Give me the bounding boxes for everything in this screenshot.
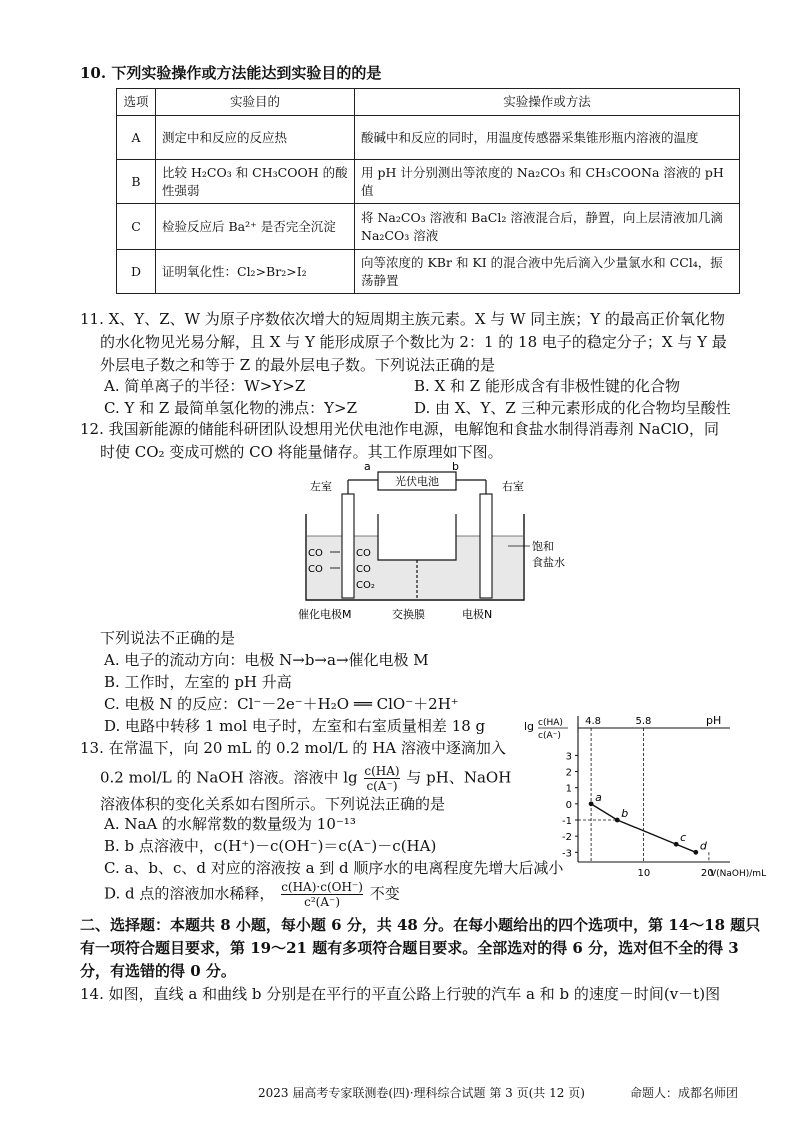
y-tick-label: 0: [565, 799, 572, 811]
q12-option-b: B. 工作时，左室的 pH 升高: [104, 673, 292, 691]
x-tick-label: 20: [700, 868, 714, 879]
table-row: [117, 116, 740, 160]
q12-ask: 下列说法不正确的是: [100, 629, 236, 647]
right-room-label: 右室: [502, 480, 524, 493]
terminal-a-label: a: [364, 460, 371, 473]
y-label-num: c(HA): [538, 718, 563, 728]
co2-label: CO₂: [356, 580, 375, 591]
section2-line-2: 有一项符合题目要求，第 19～21 题有多项符合题目要求。全部选对的得 6 分，选对但不全的得 3: [80, 939, 739, 957]
q12-option-d: D. 电路中转移 1 mol 电子时，左室和右室质量相差 18 g: [104, 717, 486, 735]
co-label-2: CO: [308, 564, 323, 575]
y-tick-label: 3: [565, 751, 572, 763]
q14-line-1: 14. 如图，直线 a 和曲线 b 分别是在平行的平直公路上行驶的汽车 a 和 b 的速度－时间(v－t)图: [80, 985, 721, 1003]
row-goal: 检验反应后 Ba²⁺ 是否完全沉淀: [156, 204, 355, 250]
data-point-label-b: b: [621, 807, 629, 820]
table-row: [117, 250, 740, 294]
q11-option-d: D. 由 X、Y、Z 三种元素形成的化合物均呈酸性: [414, 399, 731, 417]
y-tick-label: 1: [565, 783, 572, 795]
data-point-c: [674, 842, 679, 847]
ph-tick-5-8: 5.8: [635, 716, 652, 727]
co-label-3: CO: [356, 548, 371, 559]
data-point-label-d: d: [699, 839, 707, 853]
row-goal: 测定中和反应的反应热: [156, 116, 355, 160]
y-label-prefix: lg: [524, 720, 535, 733]
q13-fraction: [364, 764, 399, 793]
row-method: 将 Na₂CO₃ 溶液和 BaCl₂ 溶液混合后，静置，向上层清液加几滴 Na₂CO₃ 溶液: [355, 204, 740, 250]
q13-option-d-end: 不变: [369, 884, 400, 903]
membrane-label: 交换膜: [392, 608, 425, 621]
q12-option-c: C. 电极 N 的反应：Cl⁻－2e⁻＋H₂O ══ ClO⁻＋2H⁺: [104, 695, 459, 713]
q13-fraction-den: c(A⁻): [366, 779, 398, 793]
data-point-label-c: c: [680, 831, 687, 845]
pv-battery-label: 光伏电池: [395, 475, 439, 488]
x-tick-label: 10: [637, 868, 651, 879]
y-tick-label: -2: [562, 832, 572, 844]
q13-line-3: 溶液体积的变化关系如右图所示。下列说法正确的是: [100, 795, 446, 813]
row-option: D: [117, 250, 156, 294]
electrolysis-diagram: [296, 460, 586, 628]
brine-label-2: 食盐水: [532, 556, 565, 569]
table-header-row: [117, 89, 740, 116]
y-tick-label: 2: [565, 767, 572, 779]
co-label-1: CO: [308, 548, 323, 559]
divider: [378, 514, 456, 560]
q12-line-2: 时使 CO₂ 变成可燃的 CO 将能量储存。其工作原理如下图。: [100, 443, 503, 461]
q13-option-d-den: c²(A⁻): [304, 895, 341, 909]
y-tick-label: -3: [562, 848, 572, 860]
row-method: 酸碱中和反应的同时，用温度传感器采集锥形瓶内溶液的温度: [355, 116, 740, 160]
row-option: B: [117, 160, 156, 204]
q13-line-2-start: 0.2 mol/L 的 NaOH 溶液。溶液中 lg: [100, 768, 358, 787]
q13-option-b: B. b 点溶液中，c(H⁺)－c(OH⁻)＝c(A⁻)－c(HA): [104, 837, 437, 855]
electrode-n: [480, 494, 492, 598]
ph-tick-4-8: 4.8: [585, 716, 601, 727]
q13-option-d-num: c(HA)·c(OH⁻): [281, 880, 363, 894]
q13-option-d: [104, 880, 400, 909]
header-method: 实验操作或方法: [355, 89, 740, 116]
q13-fraction-num: c(HA): [364, 764, 400, 778]
q12-option-a: A. 电子的流动方向：电极 N→b→a→催化电极 M: [104, 651, 429, 669]
q10-stem: 10. 下列实验操作或方法能达到实验目的的是: [80, 64, 382, 82]
co-label-4: CO: [356, 564, 371, 575]
q11-line-1: 11. X、Y、Z、W 为原子序数依次增大的短周期主族元素。X 与 W 同主族；Y 的最高正价氧化物: [80, 310, 725, 328]
row-option: C: [117, 204, 156, 250]
q10-table: [116, 88, 740, 294]
data-point-label-a: a: [595, 790, 602, 804]
q13-line-1: 13. 在常温下，向 20 mL 的 0.2 mol/L 的 HA 溶液中逐滴加入: [80, 739, 506, 757]
row-method: 向等浓度的 KBr 和 KI 的混合液中先后滴入少量氯水和 CCl₄，振荡静置: [355, 250, 740, 294]
q11-line-3: 外层电子数之和等于 Z 的最外层电子数。下列说法正确的是: [100, 356, 495, 374]
q13-line-2-end: 与 pH、NaOH: [406, 768, 512, 787]
q11-option-c: C. Y 和 Z 最简单氢化物的沸点：Y>Z: [104, 399, 358, 417]
q13-option-d-start: D. d 点的溶液加水稀释，: [104, 884, 275, 903]
section2-line-1: 二、选择题：本题共 8 小题，每小题 6 分，共 48 分。在每小题给出的四个选项中，第 14～18 题只: [80, 916, 761, 934]
table-row: [117, 204, 740, 250]
row-goal: 证明氧化性：Cl₂>Br₂>I₂: [156, 250, 355, 294]
data-point-d: [693, 850, 698, 855]
header-goal: 实验目的: [156, 89, 355, 116]
brine-label-1: 饱和: [532, 540, 554, 553]
footer-page-info: 2023 届高考专家联测卷(四)·理科综合试题 第 3 页(共 12 页): [258, 1086, 585, 1100]
terminal-b-label: b: [452, 460, 459, 473]
row-goal: 比较 H₂CO₃ 和 CH₃COOH 的酸性强弱: [156, 160, 355, 204]
q11-option-a: A. 简单离子的半径：W>Y>Z: [104, 377, 306, 395]
data-point-b: [615, 818, 620, 823]
left-room-label: 左室: [310, 480, 332, 493]
footer-author: 命题人：成都名师团: [630, 1086, 739, 1100]
electrode-m-label: 催化电极M: [298, 608, 352, 621]
table-row: [117, 160, 740, 204]
data-point-a: [589, 801, 594, 806]
q11-line-2: 的水化物见光易分解，且 X 与 Y 能形成原子个数比为 2：1 的 18 电子的稳定分子；X 与 Y 最: [100, 333, 727, 351]
q13-option-c: C. a、b、c、d 对应的溶液按 a 到 d 顺序水的电离程度先增大后减小: [104, 859, 564, 877]
y-tick-label: -1: [562, 816, 572, 827]
electrode-m: [342, 494, 354, 598]
q13-line-2: [100, 764, 511, 793]
y-label-den: c(A⁻): [538, 731, 561, 741]
ph-axis-label: pH: [706, 714, 722, 727]
section2-line-3: 分，有选错的得 0 分。: [80, 962, 236, 980]
q12-line-1: 12. 我国新能源的储能科研团队设想用光伏电池作电源，电解饱和食盐水制得消毒剂 NaClO，同: [80, 420, 720, 438]
q11-option-b: B. X 和 Z 能形成含有非极性键的化合物: [414, 377, 680, 395]
x-axis-label: V(NaOH)/mL: [710, 869, 767, 879]
header-option: 选项: [117, 89, 156, 116]
q13-chart: [522, 700, 767, 886]
row-method: 用 pH 计分别测出等浓度的 Na₂CO₃ 和 CH₃COONa 溶液的 pH 值: [355, 160, 740, 204]
electrode-n-label: 电极N: [462, 608, 493, 621]
row-option: A: [117, 116, 156, 160]
q13-option-a: A. NaA 的水解常数的数量级为 10⁻¹³: [104, 815, 356, 833]
q13-option-d-fraction: [281, 880, 363, 909]
